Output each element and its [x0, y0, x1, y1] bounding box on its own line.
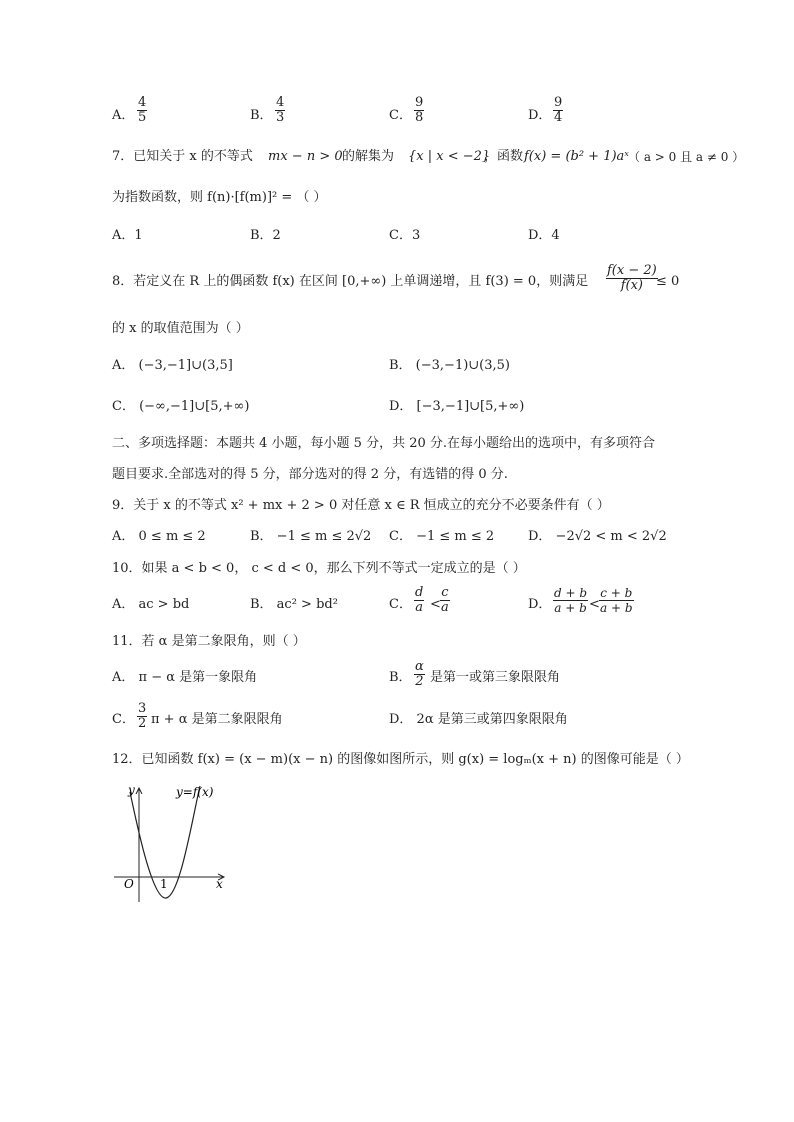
- x-axis-label: x: [216, 877, 223, 891]
- q8-tail: ≤ 0: [656, 274, 680, 289]
- q10-option-d-op: <: [589, 597, 600, 612]
- q10-option-c-op: <: [430, 597, 441, 612]
- q8-fraction: $\frac{f(x - 2)}{f(x)}$: [607, 263, 657, 293]
- q7-option-a: A．1: [112, 228, 143, 243]
- q11-option-c-label: C．: [112, 712, 135, 727]
- q9-option-a: A． 0 ≤ m ≤ 2: [112, 529, 206, 544]
- q6-option-a-fraction: $\frac{4}{5}$: [138, 95, 147, 125]
- q11-option-d: D． 2α 是第三或第四象限限角: [389, 712, 568, 727]
- tick-one-label: 1: [160, 877, 168, 891]
- q10-option-c-label: C．: [389, 597, 412, 612]
- q9-option-c: C． −1 ≤ m ≤ 2: [389, 529, 495, 544]
- q7-inequality: mx − n > 0: [268, 149, 343, 164]
- q6-option-b-label: B．: [250, 108, 273, 123]
- q7-stem-part1: 7．已知关于 x 的不等式: [112, 149, 253, 164]
- section-2-line2: 题目要求.全部选对的得 5 分，部分选对的得 2 分，有选错的得 0 分.: [112, 467, 508, 482]
- q10-stem: 10．如果 a < b < 0， c < d < 0，那么下列不等式一定成立的是（ ）: [112, 561, 526, 576]
- q7-stem-part2: 的解集为: [342, 149, 395, 164]
- q10-option-c-frac2: $\frac{c}{a}$: [441, 585, 449, 615]
- q12-stem: 12．已知函数 f(x) = (x − m)(x − n) 的图像如图所示，则 g(x) = logₘ(x + n) 的图像可能是（ ）: [112, 752, 689, 767]
- q8-option-d: D． [−3,−1]∪[5,+∞): [389, 399, 525, 414]
- q11-option-c-text: π + α 是第二象限限角: [151, 712, 283, 727]
- q7-function: f(x) = (b² + 1)aˣ: [524, 149, 629, 164]
- q9-stem: 9．关于 x 的不等式 x² + mx + 2 > 0 对任意 x ∈ R 恒成立的充分不必要条件有（ ）: [112, 498, 610, 513]
- q6-option-d-label: D．: [528, 108, 552, 123]
- origin-label: O: [124, 877, 134, 891]
- q8-option-a: A． (−3,−1]∪(3,5]: [112, 358, 233, 373]
- q10-option-d-label: D．: [528, 597, 552, 612]
- q6-option-c-label: C．: [389, 108, 412, 123]
- q11-option-c-fraction: $\frac{3}{2}$: [138, 701, 147, 731]
- q11-option-a: A． π − α 是第一象限角: [112, 670, 258, 685]
- q6-option-a-label: A．: [112, 108, 135, 123]
- function-label: y=f(x): [176, 785, 214, 799]
- q11-stem: 11．若 α 是第二象限角，则（ ）: [112, 634, 306, 649]
- q7-option-b: B．2: [250, 228, 281, 243]
- section-2-line1: 二、多项选择题：本题共 4 小题，每小题 5 分，共 20 分.在每小题给出的选项中，有多项符合: [112, 436, 656, 451]
- q10-option-a: A． ac > bd: [112, 597, 190, 612]
- q7-option-c: C．3: [389, 228, 421, 243]
- q11-option-b-label: B．: [389, 670, 412, 685]
- q10-option-d-frac1: $\frac{d + b}{a + b}$: [554, 586, 588, 615]
- q12-function-graph: [112, 780, 232, 905]
- q6-option-d-fraction: $\frac{9}{4}$: [554, 95, 563, 125]
- q7-stem-part3: ，函数: [484, 149, 524, 164]
- q8-option-c: C． (−∞,−1]∪[5,+∞): [112, 399, 250, 414]
- q7-option-d: D．4: [528, 228, 560, 243]
- q8-stem-line1: 8．若定义在 R 上的偶函数 f(x) 在区间 [0,+∞) 上单调递增，且 f(3) = 0，则满足: [112, 274, 589, 289]
- q8-option-b: B． (−3,−1)∪(3,5): [389, 358, 510, 373]
- q10-option-d-frac2: $\frac{c + b}{a + b}$: [600, 586, 633, 615]
- q11-option-b-text: 是第一或第三象限限角: [430, 670, 561, 685]
- q8-stem-line2: 的 x 的取值范围为（ ）: [112, 321, 249, 336]
- y-axis-label: y: [128, 783, 135, 797]
- q7-stem-line2: 为指数函数，则 f(n)·[f(m)]² = （ ）: [112, 190, 327, 205]
- q10-option-c-frac1: $\frac{d}{a}$: [415, 585, 424, 615]
- q11-option-b-fraction: $\frac{\alpha}{2}$: [415, 659, 424, 689]
- q9-option-b: B． −1 ≤ m ≤ 2√2: [250, 529, 372, 544]
- q6-option-c-fraction: $\frac{9}{8}$: [415, 95, 424, 125]
- q9-option-d: D． −2√2 < m < 2√2: [528, 529, 667, 544]
- q7-solution-set: {x | x < −2}: [408, 149, 491, 164]
- q7-condition: （ a > 0 且 a ≠ 0 ）: [628, 150, 745, 164]
- q10-option-b: B． ac² > bd²: [250, 597, 338, 612]
- q6-option-b-fraction: $\frac{4}{3}$: [276, 95, 285, 125]
